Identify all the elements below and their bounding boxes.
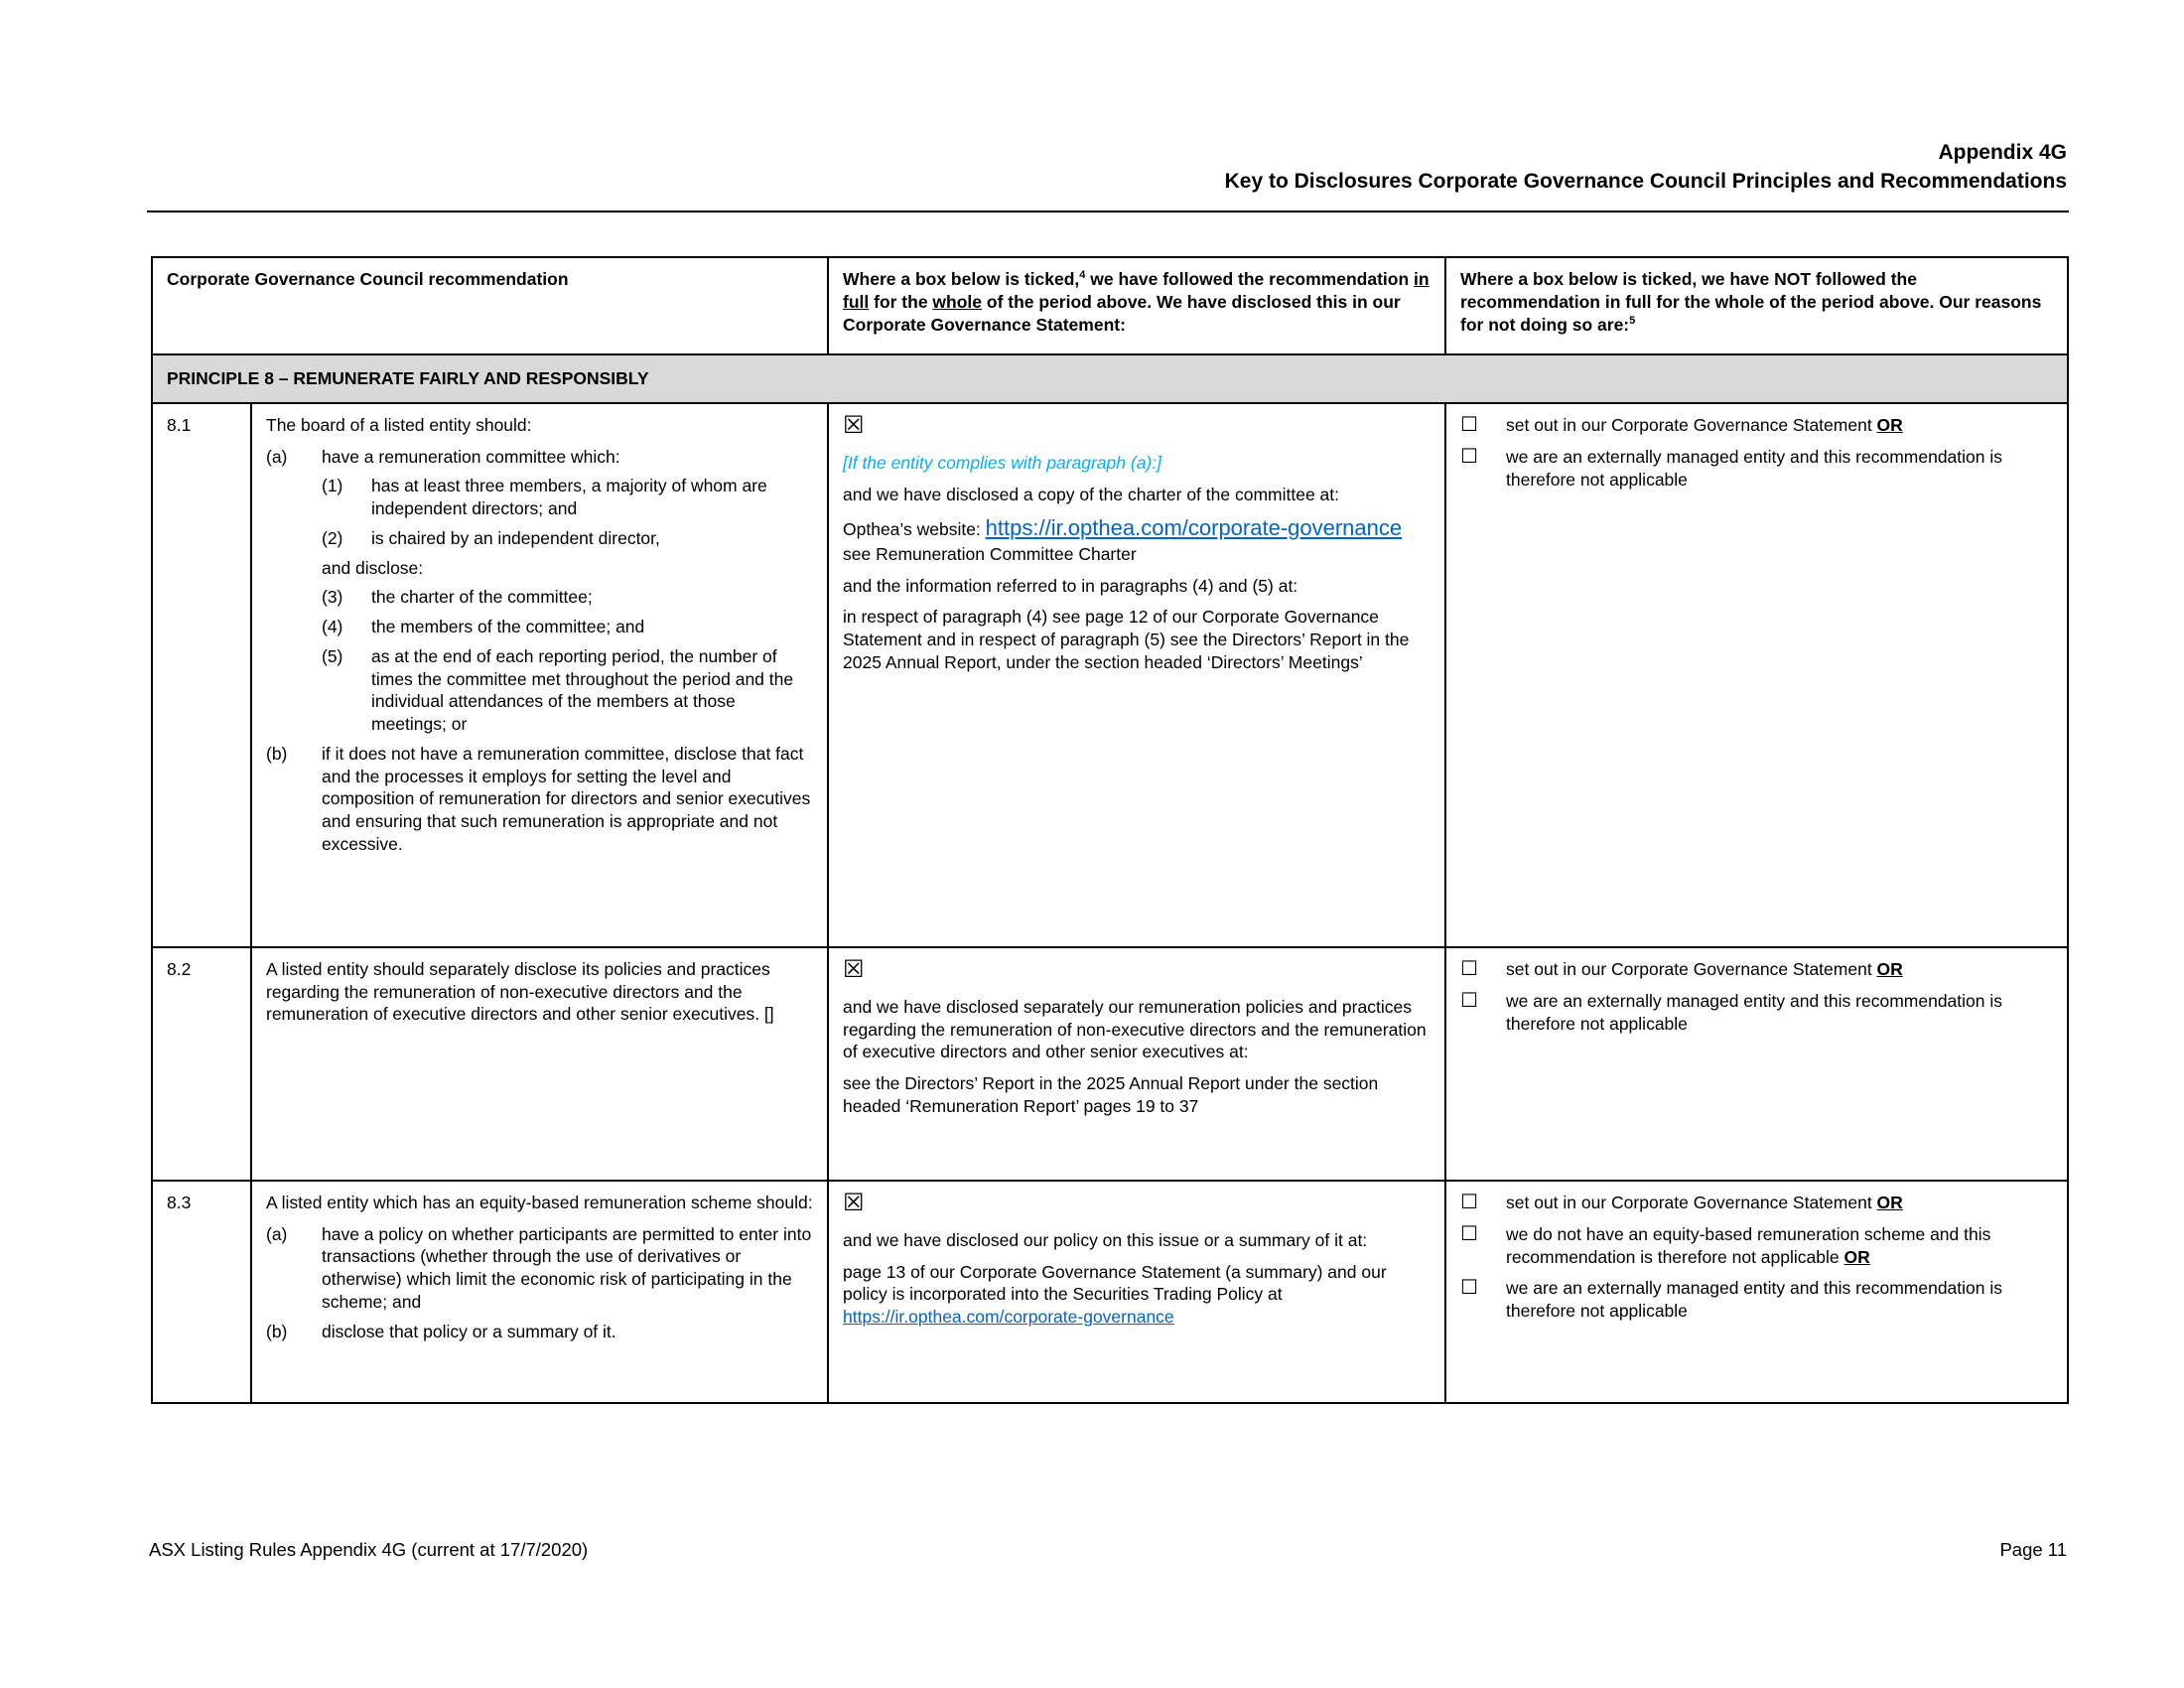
table-header-row [152,257,2068,354]
header-rule [147,211,2069,212]
checkbox-empty-icon: ☐ [1460,1222,1478,1245]
header-fragment: Where a box below is ticked, we have NOT followed the recommendation in full for the whole of the period above. Our reasons for not doing so are: [1460,269,2042,335]
option-text-fragment: set out in our Corporate Governance Statement [1506,958,1877,979]
option-text-fragment: set out in our Corporate Governance Statement [1506,414,1877,435]
option-text [1506,1223,2053,1269]
website-label: Opthea’s website: [843,519,986,540]
rec-intro: A listed entity which has an equity-based remuneration scheme should: [266,1192,813,1212]
list-label: (1) [322,476,343,496]
checkbox-empty-icon: ☐ [1460,1277,1478,1300]
governance-table [151,256,2069,1404]
not-followed-option [1460,1192,2053,1214]
followed-text: see the Directors’ Report in the 2025 Annual Report under the section headed ‘Remuneration Report’ pages 19 to 37 [843,1073,1379,1116]
list-text: is chaired by an independent director, [371,527,660,548]
page-footer [149,1539,2067,1561]
row-8-1 [152,403,2068,947]
checkbox-empty-icon: ☐ [1460,413,1478,436]
list-text: has at least three members, a majority of whom are independent directors; and [371,476,767,518]
list-item-a2 [322,527,813,550]
or-label: OR [1876,414,1903,435]
col-header-recommendation-text: Corporate Governance Council recommendation [167,269,569,289]
header-fragment: for the [869,291,933,312]
rec-text: A listed entity should separately disclose its policies and practices regarding the remuneration of non-executive directors and the remuneration of executive directors and other senior executives. [] [266,958,774,1025]
followed-text: and we have disclosed a copy of the charter of the committee at: [843,484,1339,504]
col-header-followed [828,257,1445,354]
not-followed-option [1460,1223,2053,1269]
list-label: (2) [322,527,343,548]
not-followed-option [1460,958,2053,981]
option-text: we are an externally managed entity and this recommendation is therefore not applicable [1506,1278,2002,1321]
col-header-not-followed [1445,257,2068,354]
followed-text-with-link [843,1261,1431,1329]
list-item-a1 [322,475,813,520]
list-label: (b) [266,743,288,764]
principle-8-row [152,354,2068,403]
list-item-b [266,1321,813,1343]
list-item-a4 [322,616,813,638]
followed-8-1 [828,403,1445,947]
list-item-a5 [322,645,813,736]
opthea-governance-link[interactable]: https://ir.opthea.com/corporate-governance [985,515,1403,541]
option-text-fragment: we do not have an equity-based remuneration scheme and this recommendation is therefore not applicable [1506,1223,1991,1267]
page-number: Page 11 [1999,1539,2067,1560]
header-fragment-underlined: whole [932,291,983,312]
list-label: (4) [322,617,343,636]
option-text-fragment: set out in our Corporate Governance Statement [1506,1192,1877,1212]
checkbox-checked-icon: ☒ [843,411,865,439]
list-item-b [266,743,813,856]
option-text [1506,958,1903,981]
compliance-note: [If the entity complies with paragraph (a):] [843,452,1161,473]
opthea-governance-link[interactable]: https://ir.opthea.com/corporate-governance [843,1307,1174,1327]
recommendation-8-1 [251,403,828,947]
website-line [843,514,1431,565]
col-header-recommendation [152,257,828,354]
option-text [1506,414,1903,437]
followed-text-fragment: page 13 of our Corporate Governance Statement (a summary) and our policy is incorporated into the Securities Trading Policy at [843,1261,1387,1305]
header-fragment: of the period above. We have disclosed this in our Corporate Governance Statement: [843,291,1401,335]
list-label: (a) [266,1223,288,1244]
list-label: (3) [322,587,343,608]
checkbox-empty-icon: ☐ [1460,445,1478,468]
list-text: have a remuneration committee which: [322,446,620,467]
footnote-ref-4: 4 [1079,269,1086,282]
checkbox-empty-icon: ☐ [1460,957,1478,980]
doc-title: Appendix 4G [1938,141,2067,164]
option-text [1506,1192,1903,1214]
header-fragment-underlined: in full [843,269,1430,312]
item-number-8-2: 8.2 [152,947,251,1181]
footnote-ref-5: 5 [1629,314,1636,327]
principle-8-heading: PRINCIPLE 8 – REMUNERATE FAIRLY AND RESPONSIBLY [152,354,2068,403]
option-text: we are an externally managed entity and this recommendation is therefore not applicable [1506,990,2002,1034]
or-label: OR [1876,958,1903,979]
checkbox-empty-icon: ☐ [1460,989,1478,1012]
followed-text: and we have disclosed our policy on this issue or a summary of it at: [843,1229,1368,1250]
list-text: if it does not have a remuneration committee, disclose that fact and the processes it employs for setting the level and composition of remuneration for directors and senior executives and ensuring that such remuneration is appropriate and not excessive. [322,743,811,854]
checkbox-checked-icon: ☒ [843,1189,865,1216]
list-text: the members of the committee; and [371,617,645,636]
list-item-a [266,1223,813,1314]
list-text: as at the end of each reporting period, the number of times the committee met throughout the period and the individual attendances of the members at those meetings; or [371,645,794,734]
recommendation-8-2 [251,947,828,1181]
header-fragment: Where a box below is ticked, [843,269,1080,289]
not-followed-option [1460,446,2053,492]
or-label: OR [1876,1192,1903,1212]
item-number-8-3: 8.3 [152,1181,251,1403]
doc-subtitle: Key to Disclosures Corporate Governance Council Principles and Recommendations [1224,170,2067,193]
not-followed-option [1460,1277,2053,1323]
list-label: (a) [266,446,288,467]
not-followed-8-1 [1445,403,2068,947]
not-followed-8-2 [1445,947,2068,1181]
list-text: the charter of the committee; [371,587,593,608]
option-text: we are an externally managed entity and this recommendation is therefore not applicable [1506,446,2002,490]
footer-document-ref: ASX Listing Rules Appendix 4G (current at 17/7/2020) [149,1539,589,1560]
followed-text: in respect of paragraph (4) see page 12 of our Corporate Governance Statement and in respect of paragraph (5) see the Directors’ Report in the 2025 Annual Report, under the section headed ‘Directors’ Meetings’ [843,607,1410,672]
followed-8-2 [828,947,1445,1181]
rec-mid-text: and disclose: [322,557,424,578]
followed-text: and we have disclosed separately our remuneration policies and practices regarding the remuneration of non-executive directors and the remuneration of executive directors and other senior executives at: [843,996,1427,1062]
checkbox-empty-icon: ☐ [1460,1191,1478,1213]
header-fragment: we have followed the recommendation [1085,269,1415,289]
not-followed-option [1460,414,2053,437]
list-label: (b) [266,1321,288,1341]
rec-intro: The board of a listed entity should: [266,414,532,435]
recommendation-8-3 [251,1181,828,1403]
doc-header [149,141,2067,194]
list-text: have a policy on whether participants are permitted to enter into transactions (whether through the use of derivatives or otherwise) which limit the economic risk of participating in the scheme; and [322,1223,812,1312]
item-number-8-1: 8.1 [152,403,251,947]
list-item-a3 [322,586,813,609]
checkbox-checked-icon: ☒ [843,955,865,983]
list-text: disclose that policy or a summary of it. [322,1321,616,1341]
website-after-text: see Remuneration Committee Charter [843,543,1137,564]
followed-8-3 [828,1181,1445,1403]
list-item-a [266,446,813,469]
not-followed-option [1460,990,2053,1036]
list-label: (5) [322,645,343,666]
not-followed-8-3 [1445,1181,2068,1403]
row-8-3 [152,1181,2068,1403]
row-8-2 [152,947,2068,1181]
or-label: OR [1843,1246,1870,1267]
followed-text: and the information referred to in paragraphs (4) and (5) at: [843,575,1298,596]
